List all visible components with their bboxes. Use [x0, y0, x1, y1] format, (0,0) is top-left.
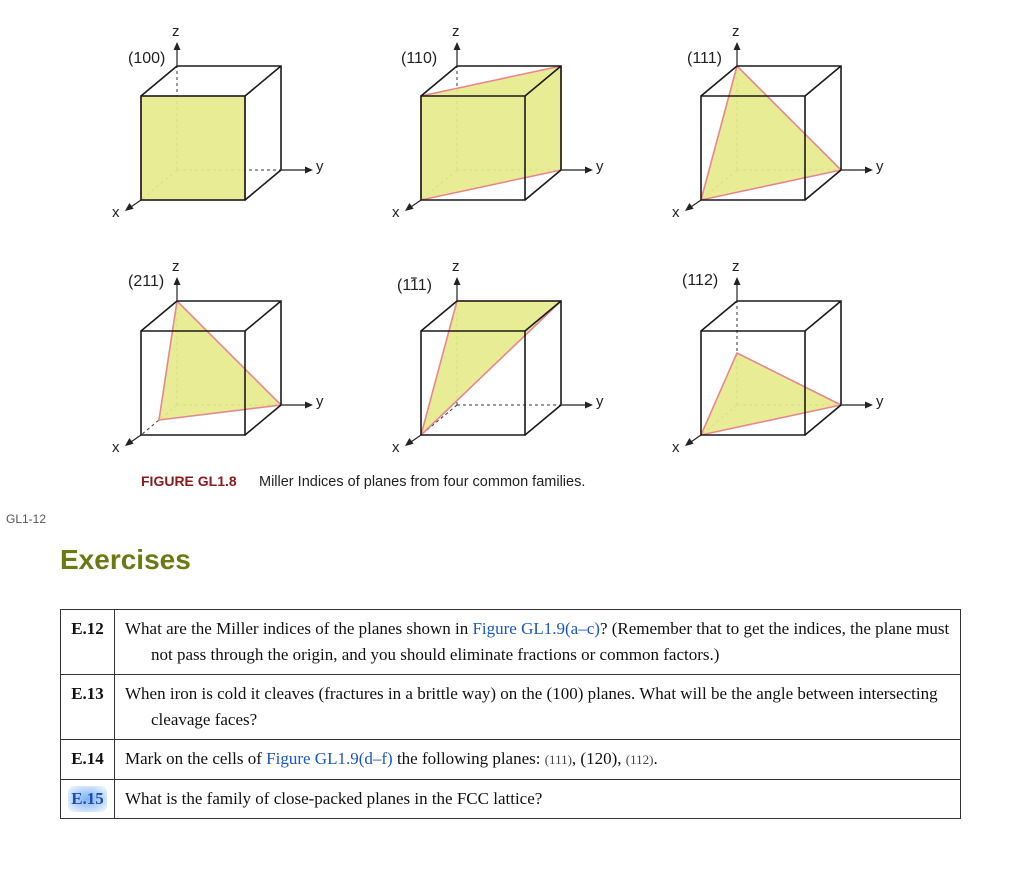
miller-plane	[421, 66, 561, 200]
miller-panel-5	[392, 258, 604, 456]
z-axis-arrow	[454, 42, 461, 50]
exercise-text	[115, 740, 961, 780]
y-axis-label: y	[596, 158, 604, 175]
exercise-number: E.13	[61, 675, 115, 740]
miller-panel-4	[112, 258, 324, 456]
y-axis-label: y	[876, 158, 884, 175]
exercise-text	[115, 675, 961, 740]
exercise-text-part: the following planes:	[392, 749, 545, 768]
plane-index-2: (112)	[625, 752, 654, 767]
exercise-number	[61, 780, 115, 819]
z-axis-label: z	[732, 258, 740, 275]
figure-link-gl1-9-a-c[interactable]: Figure GL1.9(a–c)	[472, 619, 600, 638]
cube-depth-edge	[245, 301, 281, 331]
z-axis-label: z	[732, 23, 740, 40]
cube-depth-edge	[805, 301, 841, 331]
z-axis-arrow	[734, 42, 741, 50]
exercise-text-part: , (120),	[571, 749, 626, 768]
exercises-heading: Exercises	[60, 544, 191, 575]
y-axis-label: y	[316, 393, 324, 410]
z-axis-arrow	[174, 42, 181, 50]
cube-depth-edge	[141, 66, 177, 96]
miller-panel-1	[112, 23, 324, 221]
x-axis-label: x	[112, 204, 120, 221]
z-axis-label: z	[452, 23, 460, 40]
y-axis-arrow	[305, 167, 313, 174]
cube-depth-edge	[701, 301, 737, 331]
miller-plane	[159, 301, 281, 420]
cube-depth-edge	[141, 301, 177, 331]
exercise-row-e12	[61, 610, 961, 675]
page-number: GL1-12	[6, 512, 47, 526]
z-axis-label: z	[172, 258, 180, 275]
y-axis-label: y	[876, 393, 884, 410]
y-axis-arrow	[305, 402, 313, 409]
y-axis-label: y	[596, 393, 604, 410]
z-axis-label: z	[452, 258, 460, 275]
miller-plane	[421, 301, 561, 435]
y-axis-arrow	[585, 402, 593, 409]
x-axis-arrow	[405, 438, 414, 446]
exercise-text-part: When iron is cold it cleaves (fractures in a brittle way) on the (100) planes. What will be the angle between intersecting cleavage faces?	[125, 684, 938, 729]
exercise-text	[115, 610, 961, 675]
x-axis-label: x	[672, 204, 680, 221]
figure-caption-number: FIGURE GL1.8	[141, 473, 237, 489]
y-axis-arrow	[865, 167, 873, 174]
x-axis-arrow	[125, 438, 134, 446]
miller-plane	[701, 66, 841, 200]
y-axis-arrow	[865, 402, 873, 409]
miller-index-label: (211)	[128, 273, 165, 290]
miller-panel-3	[672, 23, 884, 221]
highlighted-exercise-number[interactable]: E.15	[68, 786, 107, 812]
miller-panel-2	[392, 23, 604, 221]
exercises-table	[60, 609, 961, 819]
cube-depth-edge	[245, 66, 281, 96]
x-axis-label: x	[112, 439, 120, 456]
x-axis-arrow	[685, 438, 694, 446]
exercise-text-part: .	[653, 749, 658, 768]
y-axis-label: y	[316, 158, 324, 175]
x-axis-label: x	[392, 204, 400, 221]
x-axis-label: x	[392, 439, 400, 456]
miller-panel-6	[672, 258, 884, 456]
miller-plane	[141, 96, 245, 200]
cube-depth-edge	[525, 405, 561, 435]
figure-caption-text: Miller Indices of planes from four common families.	[259, 474, 586, 490]
x-axis-arrow	[405, 203, 414, 211]
exercise-text-part: Mark on the cells of	[125, 749, 267, 768]
x-axis-arrow	[685, 203, 694, 211]
exercise-text-part: What is the family of close-packed planes in the FCC lattice?	[125, 789, 543, 808]
exercise-row-e15	[61, 780, 961, 819]
exercise-number: E.14	[61, 740, 115, 780]
x-axis-arrow	[125, 203, 134, 211]
exercise-row-e14	[61, 740, 961, 780]
miller-index-label: (111)	[397, 277, 432, 294]
exercise-text-part: What are the Miller indices of the planes shown in	[125, 619, 473, 638]
z-axis-label: z	[172, 23, 180, 40]
cube-depth-edge	[805, 66, 841, 96]
z-axis-arrow	[174, 277, 181, 285]
z-axis-arrow	[734, 277, 741, 285]
y-axis-arrow	[585, 167, 593, 174]
exercise-row-e13	[61, 675, 961, 740]
miller-index-label: (110)	[401, 50, 438, 67]
exercise-text	[115, 780, 961, 819]
x-axis-label: x	[672, 439, 680, 456]
miller-index-label: (111)	[687, 50, 722, 67]
cube-depth-edge	[245, 170, 281, 200]
z-axis-arrow	[454, 277, 461, 285]
figure-link-gl1-9-d-f[interactable]: Figure GL1.9(d–f)	[266, 749, 393, 768]
exercise-number: E.12	[61, 610, 115, 675]
plane-index-1: (111)	[544, 752, 572, 767]
exercise-text-part: ? (Remember that to get the indices, the plane must not pass through the origin, and you should eliminate fractions or common factors.)	[151, 619, 950, 664]
miller-index-label: (100)	[128, 50, 166, 67]
figure-caption	[141, 473, 585, 490]
miller-index-label: (112)	[682, 272, 719, 289]
